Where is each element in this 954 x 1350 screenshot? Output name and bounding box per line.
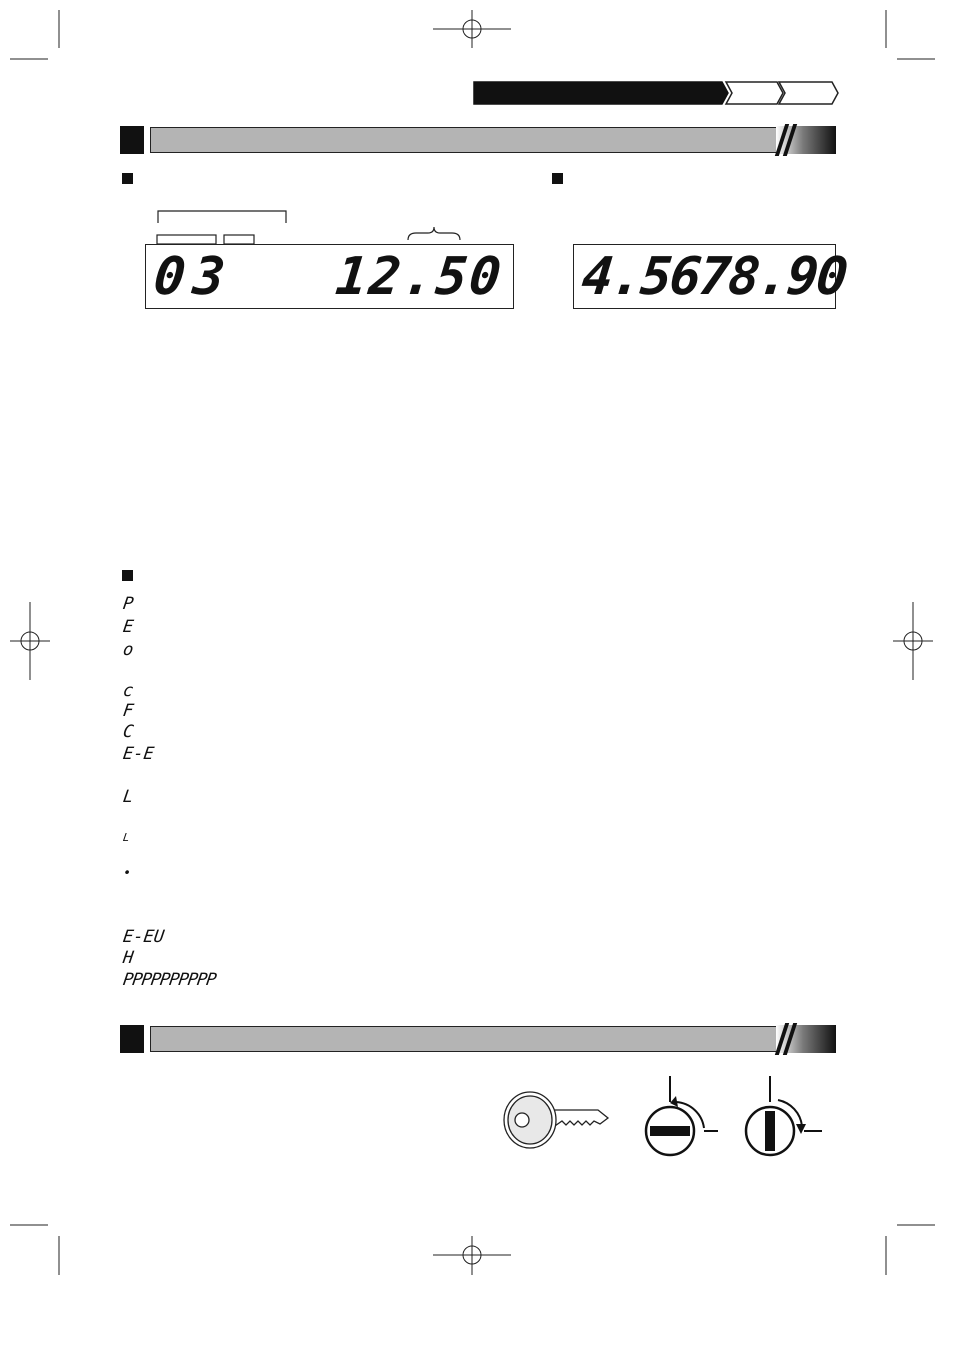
lock-horizontal-icon [640, 1076, 720, 1158]
section-title-band [150, 127, 778, 153]
subsection-marker-display-2 [552, 173, 563, 184]
tab-last [779, 82, 838, 104]
display-brackets [150, 205, 470, 245]
lcd-amount-digits-large: 4.5678.90 [578, 247, 849, 307]
symbol-h: H [121, 948, 135, 968]
symbol-f: F [121, 701, 135, 721]
section-number-box [120, 126, 144, 154]
lock-vertical-icon [740, 1076, 824, 1158]
lcd-amount-digits: 12.50 [333, 247, 507, 307]
symbol-c: C [121, 722, 135, 742]
symbol-p: P [121, 594, 135, 614]
symbol-l-small: L [122, 831, 131, 844]
symbol-c-small: c [121, 681, 135, 701]
section-header-bar-2 [120, 1025, 836, 1053]
symbol-e: E [121, 617, 135, 637]
subsection-marker-symbols [122, 570, 133, 581]
key-icon [500, 1088, 615, 1154]
section-title-band [150, 1026, 778, 1052]
symbol-e-e: E-E [121, 744, 156, 764]
symbol-e-eu: E-EU [121, 927, 166, 947]
symbol-l: L [121, 787, 135, 807]
subsection-marker-display [122, 173, 133, 184]
symbol-o: o [121, 640, 135, 660]
symbol-dot: • [121, 866, 132, 881]
tab-active [474, 82, 728, 104]
section-number-box [120, 1025, 144, 1053]
section-header-bar-1 [120, 126, 836, 154]
symbol-p-row: PPPPPPPPPP [121, 970, 217, 990]
lcd-department-digits: 03 [150, 247, 236, 307]
tab-next [726, 82, 783, 104]
lcd-display-right [573, 244, 849, 309]
lcd-display-left [145, 244, 514, 309]
section-tabs [470, 80, 842, 106]
